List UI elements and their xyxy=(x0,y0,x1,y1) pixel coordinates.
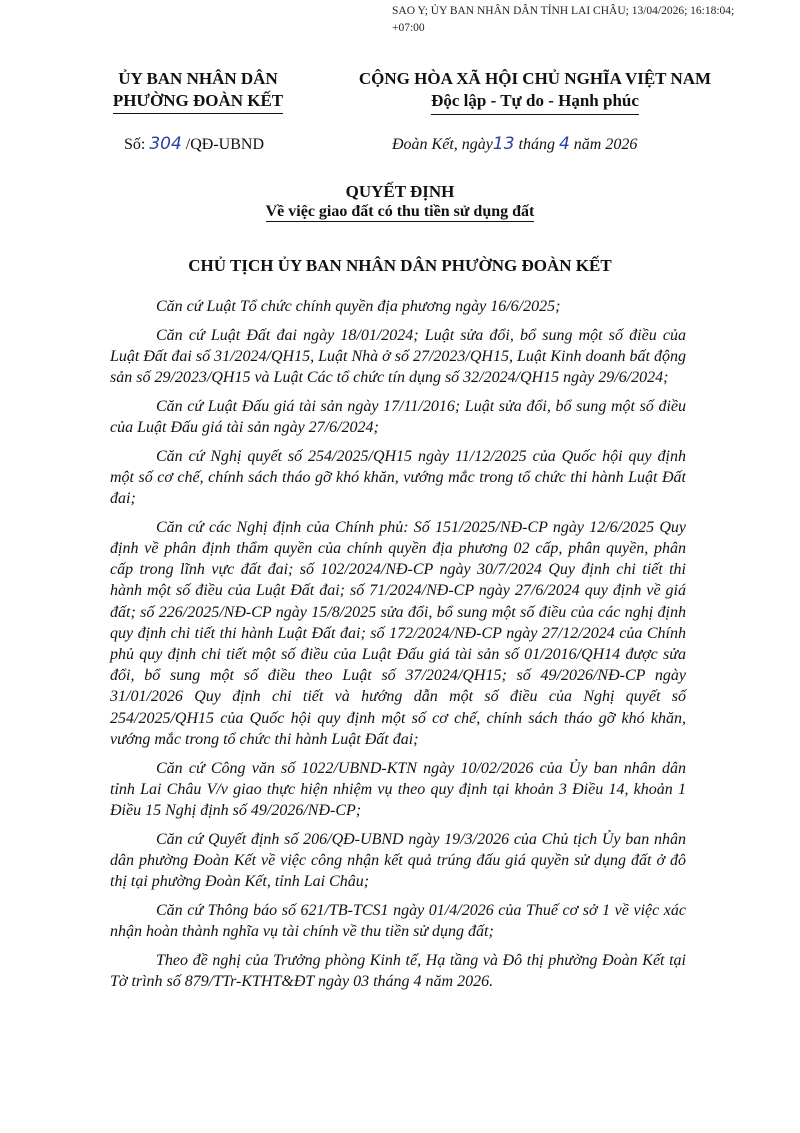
issuing-authority: CHỦ TỊCH ỦY BAN NHÂN DÂN PHƯỜNG ĐOÀN KẾT xyxy=(188,256,612,275)
legal-basis-paragraph: Căn cứ Luật Đấu giá tài sản ngày 17/11/2016; Luật sửa đổi, bổ sung một số điều của Luật Đấu giá tài sản ngày 27/6/2024; xyxy=(110,397,686,437)
date-month-label: tháng xyxy=(514,136,559,153)
legal-basis-paragraph: Theo đề nghị của Trưởng phòng Kinh tế, Hạ tầng và Đô thị phường Đoàn Kết tại Tờ trình số 879/TTr-KTHT&ĐT ngày 03 tháng 4 năm 2026. xyxy=(110,951,686,990)
handwritten-day: 13 xyxy=(492,134,515,154)
date-place: Đoàn Kết, ngày xyxy=(392,136,493,153)
agency-line-1: ỦY BAN NHÂN DÂN xyxy=(118,69,278,88)
stamp-line-1: SAO Y; ỦY BAN NHÂN DÂN TỈNH LAI CHÂU; 13/04/2026; 16:18:04; xyxy=(392,5,735,17)
national-motto: Độc lập - Tự do - Hạnh phúc xyxy=(431,90,639,115)
legal-basis-paragraph: Căn cứ Luật Tổ chức chính quyền địa phương ngày 16/6/2025; xyxy=(156,298,561,315)
national-header xyxy=(330,68,740,115)
agency-line-2: PHƯỜNG ĐOÀN KẾT xyxy=(113,90,283,114)
nation-name: CỘNG HÒA XÃ HỘI CHỦ NGHĨA VIỆT NAM xyxy=(358,69,712,88)
document-title: QUYẾT ĐỊNH xyxy=(345,182,455,201)
document-subtitle xyxy=(0,203,800,221)
number-prefix: Số: xyxy=(124,136,150,153)
document-number xyxy=(124,134,264,154)
date-year: năm 2026 xyxy=(569,136,638,153)
stamp-line-2: +07:00 xyxy=(392,22,425,34)
subtitle-text: Về việc giao đất có thu tiền sử dụng đất xyxy=(265,203,535,220)
legal-basis-paragraph: Căn cứ Nghị quyết số 254/2025/QH15 ngày 11/12/2025 của Quốc hội quy định một số cơ chế, chính sách tháo gỡ khó khăn, vướng mắc trong tổ chức thi hành Luật Đất đai; xyxy=(110,447,686,508)
number-suffix: /QĐ-UBND xyxy=(181,136,265,153)
issuing-agency xyxy=(78,68,318,114)
digital-copy-stamp xyxy=(392,3,792,37)
handwritten-number: 304 xyxy=(149,134,182,154)
legal-basis-paragraph: Căn cứ Công văn số 1022/UBND-KTN ngày 10/02/2026 của Ủy ban nhân dân tỉnh Lai Châu V/v giao thực hiện nhiệm vụ theo quy định tại khoản 3 Điều 14, khoản 1 Điều 15 Nghị định số 49/2026/NĐ-CP; xyxy=(110,759,686,819)
handwritten-month: 4 xyxy=(558,134,570,154)
legal-basis-body xyxy=(110,296,686,1000)
legal-basis-paragraph: Căn cứ các Nghị định của Chính phủ: Số 151/2025/NĐ-CP ngày 12/6/2025 Quy định về phân định thẩm quyền của chính quyền địa phương 02 cấp, phân quyền, phân cấp trong lĩnh vực đất đai; số 102/2024/NĐ-CP ngày 30/7/2024 Quy định chi tiết thi hành một số điều của Luật Đất đai; số 71/2024/NĐ-CP ngày 27/6/2024 quy định về giá đất; số 226/2025/NĐ-CP ngày 15/8/2025 sửa đổi, bổ sung một số điều của các nghị định quy định chi tiết thi hành Luật Đất đai; số 172/2024/NĐ-CP ngày 27/12/2024 của Chính phủ quy định chi tiết một số điều của Luật Đấu giá tài sản số 01/2016/QH14 được sửa đổi, bổ sung một số điều theo Luật số 37/2024/QH15; số 49/2026/NĐ-CP ngày 31/01/2026 Quy định chi tiết và hướng dẫn một số điều của Nghị quyết số 254/2025/QH15 của Quốc hội quy định một số cơ chế, chính sách tháo gỡ khó khăn, vướng mắc trong tổ chức thi hành Luật Đất đai; xyxy=(110,518,686,748)
legal-basis-paragraph: Căn cứ Luật Đất đai ngày 18/01/2024; Luật sửa đổi, bổ sung một số điều của Luật Đất đai số 31/2024/QH15, Luật Nhà ở số 27/2023/QH15, Luật Kinh doanh bất động sản số 29/2023/QH15 và Luật Các tổ chức tín dụng số 32/2024/QH15 ngày 29/6/2024; xyxy=(110,326,686,387)
legal-basis-paragraph: Căn cứ Thông báo số 621/TB-TCS1 ngày 01/4/2026 của Thuế cơ sở 1 về việc xác nhận hoàn thành nghĩa vụ tài chính về thu tiền sử dụng đất; xyxy=(110,901,686,940)
legal-basis-paragraph: Căn cứ Quyết định số 206/QĐ-UBND ngày 19/3/2026 của Chủ tịch Ủy ban nhân dân phường Đoàn Kết về việc công nhận kết quả trúng đấu giá quyền sử dụng đất ở đô thị tại phường Đoàn Kết, tỉnh Lai Châu; xyxy=(110,830,686,891)
document-date xyxy=(392,134,637,154)
